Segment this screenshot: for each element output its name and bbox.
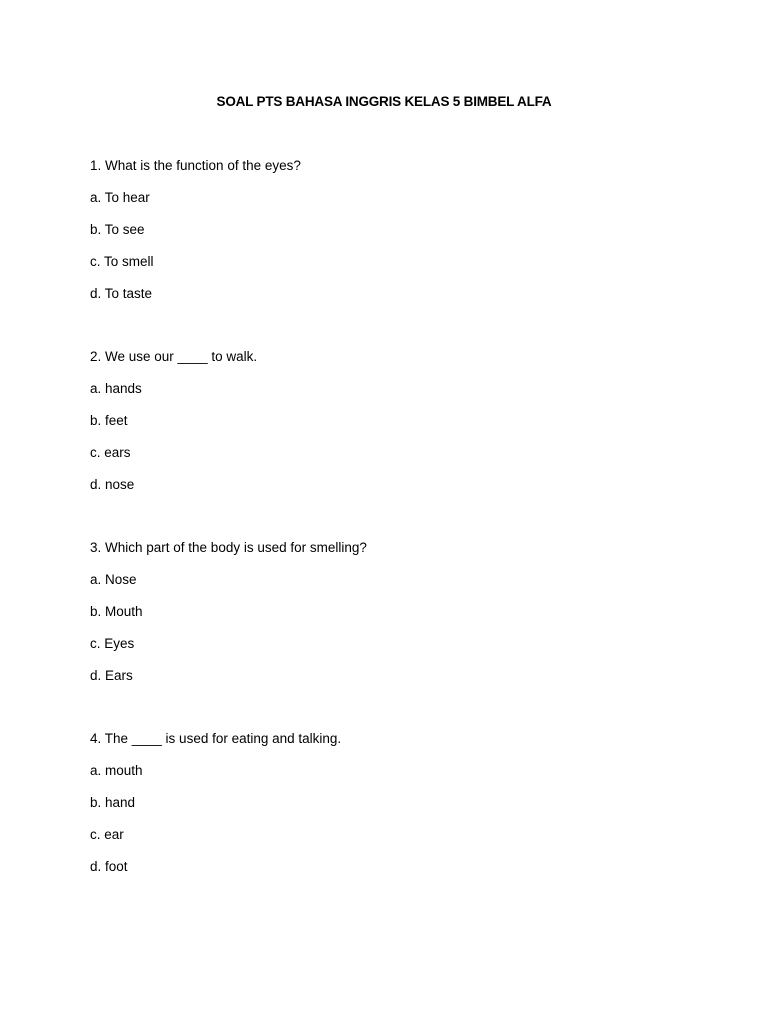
- question-block-3: [90, 538, 690, 698]
- answer-option-d: d. foot: [90, 859, 128, 874]
- question-text: 1. What is the function of the eyes?: [90, 158, 301, 173]
- answer-option-b: b. hand: [90, 795, 136, 810]
- answer-option-c: c. ear: [90, 827, 124, 842]
- question-block-2: [90, 347, 690, 507]
- answer-option-d: d. To taste: [90, 286, 153, 301]
- answer-option-d: d. nose: [90, 477, 135, 492]
- question-text: 3. Which part of the body is used for smelling?: [90, 540, 367, 555]
- answer-option-a: a. mouth: [90, 763, 143, 778]
- document-title: SOAL PTS BAHASA INGGRIS KELAS 5 BIMBEL ALFA: [216, 94, 552, 109]
- answer-option-b: b. feet: [90, 413, 128, 428]
- answer-option-b: b. Mouth: [90, 604, 143, 619]
- question-text: 4. The ____ is used for eating and talking.: [90, 731, 342, 746]
- answer-option-c: c. Eyes: [90, 636, 135, 651]
- question-text: 2. We use our ____ to walk.: [90, 349, 258, 364]
- answer-option-a: a. Nose: [90, 572, 137, 587]
- answer-option-a: a. hands: [90, 381, 142, 396]
- answer-option-c: c. ears: [90, 445, 131, 460]
- answer-option-a: a. To hear: [90, 190, 150, 205]
- question-block-1: [90, 156, 690, 316]
- answer-option-c: c. To smell: [90, 254, 154, 269]
- answer-option-b: b. To see: [90, 222, 145, 237]
- answer-option-d: d. Ears: [90, 668, 133, 683]
- question-block-4: [90, 729, 690, 889]
